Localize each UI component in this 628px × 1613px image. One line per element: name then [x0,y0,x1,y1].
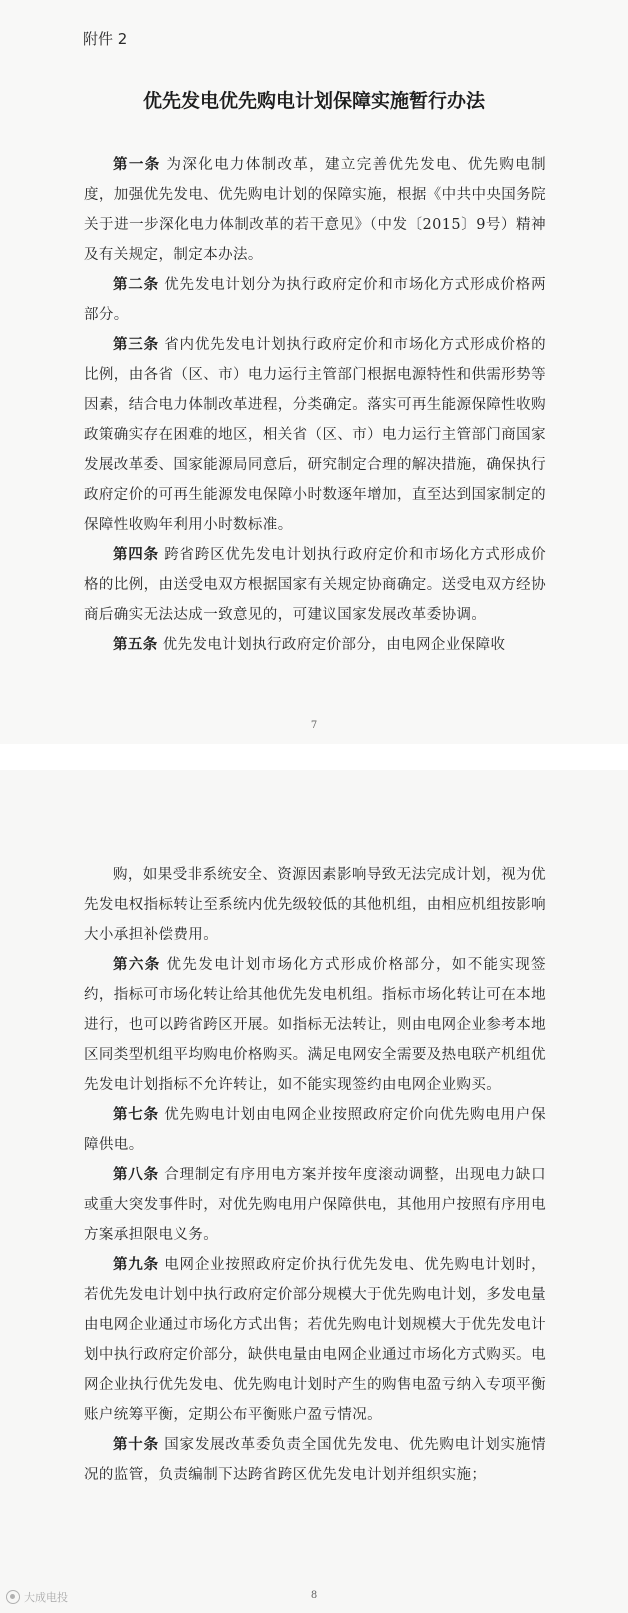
document-page-1 [0,0,628,744]
article-paragraph [84,1430,546,1490]
article-number: 第六条 [113,957,161,973]
article-text: 优先发电计划分为执行政府定价和市场化方式形成价格两部分。 [84,277,546,323]
watermark [6,1589,68,1605]
article-number: 第三条 [113,337,159,353]
document-title: 优先发电优先购电计划保障实施暂行办法 [142,90,485,112]
article-number: 第十条 [113,1437,159,1453]
article-paragraph [84,950,546,1100]
attachment-label: 附件 2 [83,30,128,48]
article-paragraph [84,1250,546,1430]
article-text: 合理制定有序用电方案并按年度滚动调整，出现电力缺口或重大突发事件时，对优先购电用户保障供电，其他用户按照有序用电方案承担限电义务。 [84,1167,546,1243]
article-number: 第九条 [113,1257,159,1273]
article-number: 第五条 [113,637,158,653]
page1-body [84,150,546,660]
article-paragraph [84,150,546,270]
article-paragraph [84,330,546,540]
article-paragraph [84,630,546,660]
article-paragraph [84,540,546,630]
page-separator [0,744,628,770]
article-text: 跨省跨区优先发电计划执行政府定价和市场化方式形成价格的比例，由送受电双方根据国家有关规定协商确定。送受电双方经协商后确实无法达成一致意见的，可建议国家发展改革委协调。 [84,547,546,623]
article-text: 购，如果受非系统安全、资源因素影响导致无法完成计划，视为优先发电权指标转让至系统内优先级较低的其他机组，由相应机组按影响大小承担补偿费用。 [84,867,546,943]
article-paragraph [84,1100,546,1160]
article-text: 优先发电计划市场化方式形成价格部分，如不能实现签约，指标可市场化转让给其他优先发电机组。指标市场化转让可在本地进行，也可以跨省跨区开展。如指标无法转让，则由电网企业参考本地区同类型机组平均购电价格购买。满足电网安全需要及热电联产机组优先发电计划指标不允许转让，如不能实现签约由电网企业购买。 [84,957,547,1093]
article-paragraph [84,1160,546,1250]
article-text: 国家发展改革委负责全国优先发电、优先购电计划实施情况的监管，负责编制下达跨省跨区优先发电计划并组织实施； [84,1437,546,1483]
article-text: 优先发电计划执行政府定价部分，由电网企业保障收 [157,637,506,653]
article-paragraph [84,860,546,950]
article-number: 第四条 [113,547,159,563]
article-paragraph [84,270,546,330]
article-number: 第二条 [113,277,159,293]
article-number: 第一条 [113,157,161,173]
article-text: 电网企业按照政府定价执行优先发电、优先购电计划时，若优先发电计划中执行政府定价部分规模大于优先购电计划，多发电量由电网企业通过市场化方式出售；若优先购电计划规模大于优先发电计划中执行政府定价部分，缺供电量由电网企业通过市场化方式购买。电网企业执行优先发电、优先购电计划时产生的购售电盈亏纳入专项平衡账户统筹平衡，定期公布平衡账户盈亏情况。 [84,1257,546,1423]
watermark-text: 大成电投 [24,1591,68,1604]
article-number: 第八条 [113,1167,159,1183]
document-page-2 [0,770,628,1613]
article-text: 为深化电力体制改革，建立完善优先发电、优先购电制度，加强优先发电、优先购电计划的保障实施，根据《中共中央国务院关于进一步深化电力体制改革的若干意见》（中发〔2015〕9号）精神及有关规定，制定本办法。 [84,157,547,263]
page-number: 7 [310,720,318,731]
weibo-icon [6,1590,20,1604]
page2-body [84,860,546,1490]
article-text: 省内优先发电计划执行政府定价和市场化方式形成价格的比例，由各省（区、市）电力运行主管部门根据电源特性和供需形势等因素，结合电力体制改革进程，分类确定。落实可再生能源保障性收购政策确实存在困难的地区，相关省（区、市）电力运行主管部门商国家发展改革委、国家能源局同意后，研究制定合理的解决措施，确保执行政府定价的可再生能源发电保障小时数逐年增加，直至达到国家制定的保障性收购年利用小时数标准。 [84,337,546,533]
article-text: 优先购电计划由电网企业按照政府定价向优先购电用户保障供电。 [84,1107,546,1153]
article-number: 第七条 [113,1107,159,1123]
page-number: 8 [310,1590,318,1601]
